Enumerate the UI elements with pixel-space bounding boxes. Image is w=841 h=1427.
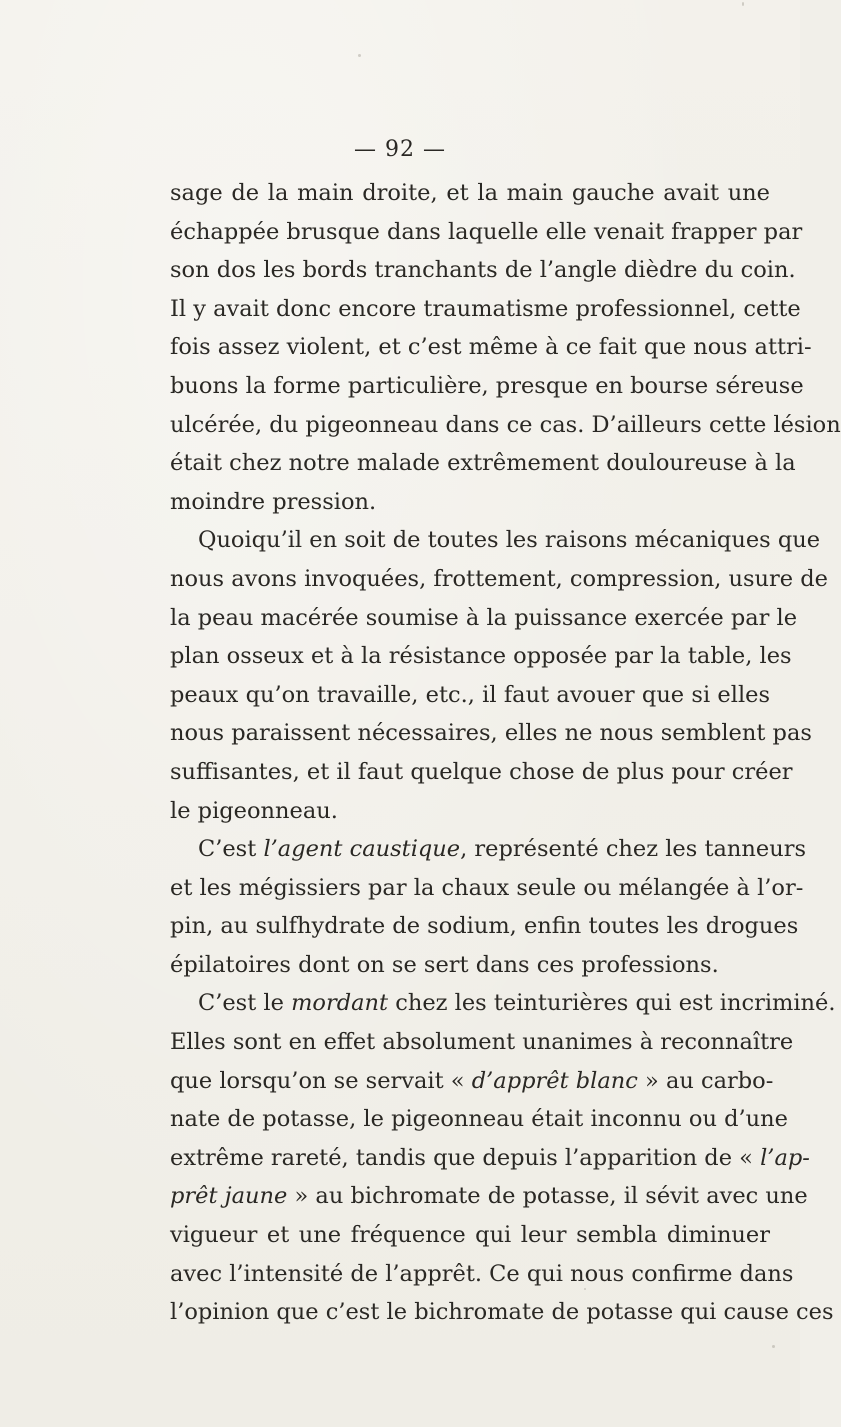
text-line: l’opinion que c’est le bichromate de potasse qui cause ces	[170, 1299, 834, 1326]
text-line: vigueur et une fréquence qui leur sembla diminuer	[170, 1222, 770, 1249]
page-number: — 92 —	[354, 137, 446, 162]
text-line: Elles sont en effet absolument unanimes à reconnaître	[170, 1029, 794, 1056]
italic-text: mordant	[291, 990, 389, 1017]
text-line: Il y avait donc encore traumatisme professionnel, cette	[170, 295, 801, 322]
text-line: buons la forme particulière, presque en bourse séreuse	[170, 372, 804, 399]
text-line: sage de la main droite, et la main gauche avait une	[170, 180, 770, 206]
text-run: » au bichromate de potasse, il sévit avec une	[287, 1183, 808, 1210]
text-line: avec l’intensité de l’apprêt. Ce qui nous confirme dans	[170, 1260, 794, 1287]
text-run: C’est le	[198, 990, 292, 1017]
text-line	[170, 1062, 774, 1101]
text-line: la peau macérée soumise à la puissance exercée par le	[170, 604, 798, 631]
text-line: son dos les bords tranchants de l’angle dièdre du coin.	[170, 257, 796, 284]
paper-speck	[742, 2, 744, 6]
text-run: , représenté chez les tanneurs	[460, 836, 806, 863]
text-line: fois assez violent, et c’est même à ce fait que nous attri-	[170, 334, 812, 361]
text-line	[170, 984, 836, 1023]
text-line	[170, 830, 806, 869]
text-line: suffisantes, et il faut quelque chose de plus pour créer	[170, 758, 793, 785]
italic-text: l’agent caustique	[263, 836, 461, 863]
paper-speck	[772, 1345, 775, 1348]
text-line: peaux qu’on travaille, etc., il faut avouer que si elles	[170, 681, 770, 708]
text-line: le pigeonneau.	[170, 797, 338, 824]
text-run: extrême rareté, tandis que depuis l’apparition de «	[170, 1144, 761, 1171]
text-line: ulcérée, du pigeonneau dans ce cas. D’ailleurs cette lésion	[170, 411, 841, 438]
text-run: chez les teinturières qui est incriminé.	[388, 990, 836, 1017]
text-line	[170, 1100, 788, 1139]
text-line: épilatoires dont on se sert dans ces professions.	[170, 951, 719, 978]
text-line: et les mégissiers par la chaux seule ou mélangée à l’or-	[170, 874, 804, 901]
text-run: » au carbo-	[637, 1067, 774, 1094]
text-line: plan osseux et à la résistance opposée par la table, les	[170, 643, 792, 670]
italic-text: l’ap-	[760, 1144, 810, 1171]
italic-text: prêt jaune	[170, 1183, 288, 1210]
text-line	[170, 1177, 808, 1216]
paper-speck	[584, 1288, 586, 1290]
paper-speck	[358, 54, 361, 57]
text-run: nate de potasse, le pigeonneau était inconnu ou d’une	[170, 1106, 788, 1133]
italic-text: d’apprêt blanc	[471, 1067, 638, 1094]
text-line: nous paraissent nécessaires, elles ne nous semblent pas	[170, 720, 812, 747]
text-line: échappée brusque dans laquelle elle venait frapper par	[170, 218, 803, 245]
text-line: était chez notre malade extrêmement douloureuse à la	[170, 450, 796, 477]
text-run: que lorsqu’on se servait «	[170, 1067, 472, 1094]
text-line: Quoiqu’il en soit de toutes les raisons mécaniques que	[198, 527, 821, 554]
text-line	[170, 1139, 810, 1178]
text-line: pin, au sulfhydrate de sodium, enfin toutes les drogues	[170, 913, 799, 940]
text-line: nous avons invoquées, frottement, compression, usure de	[170, 565, 828, 592]
text-line: moindre pression.	[170, 488, 377, 515]
text-run: C’est	[198, 836, 264, 863]
body-text	[170, 174, 841, 1332]
